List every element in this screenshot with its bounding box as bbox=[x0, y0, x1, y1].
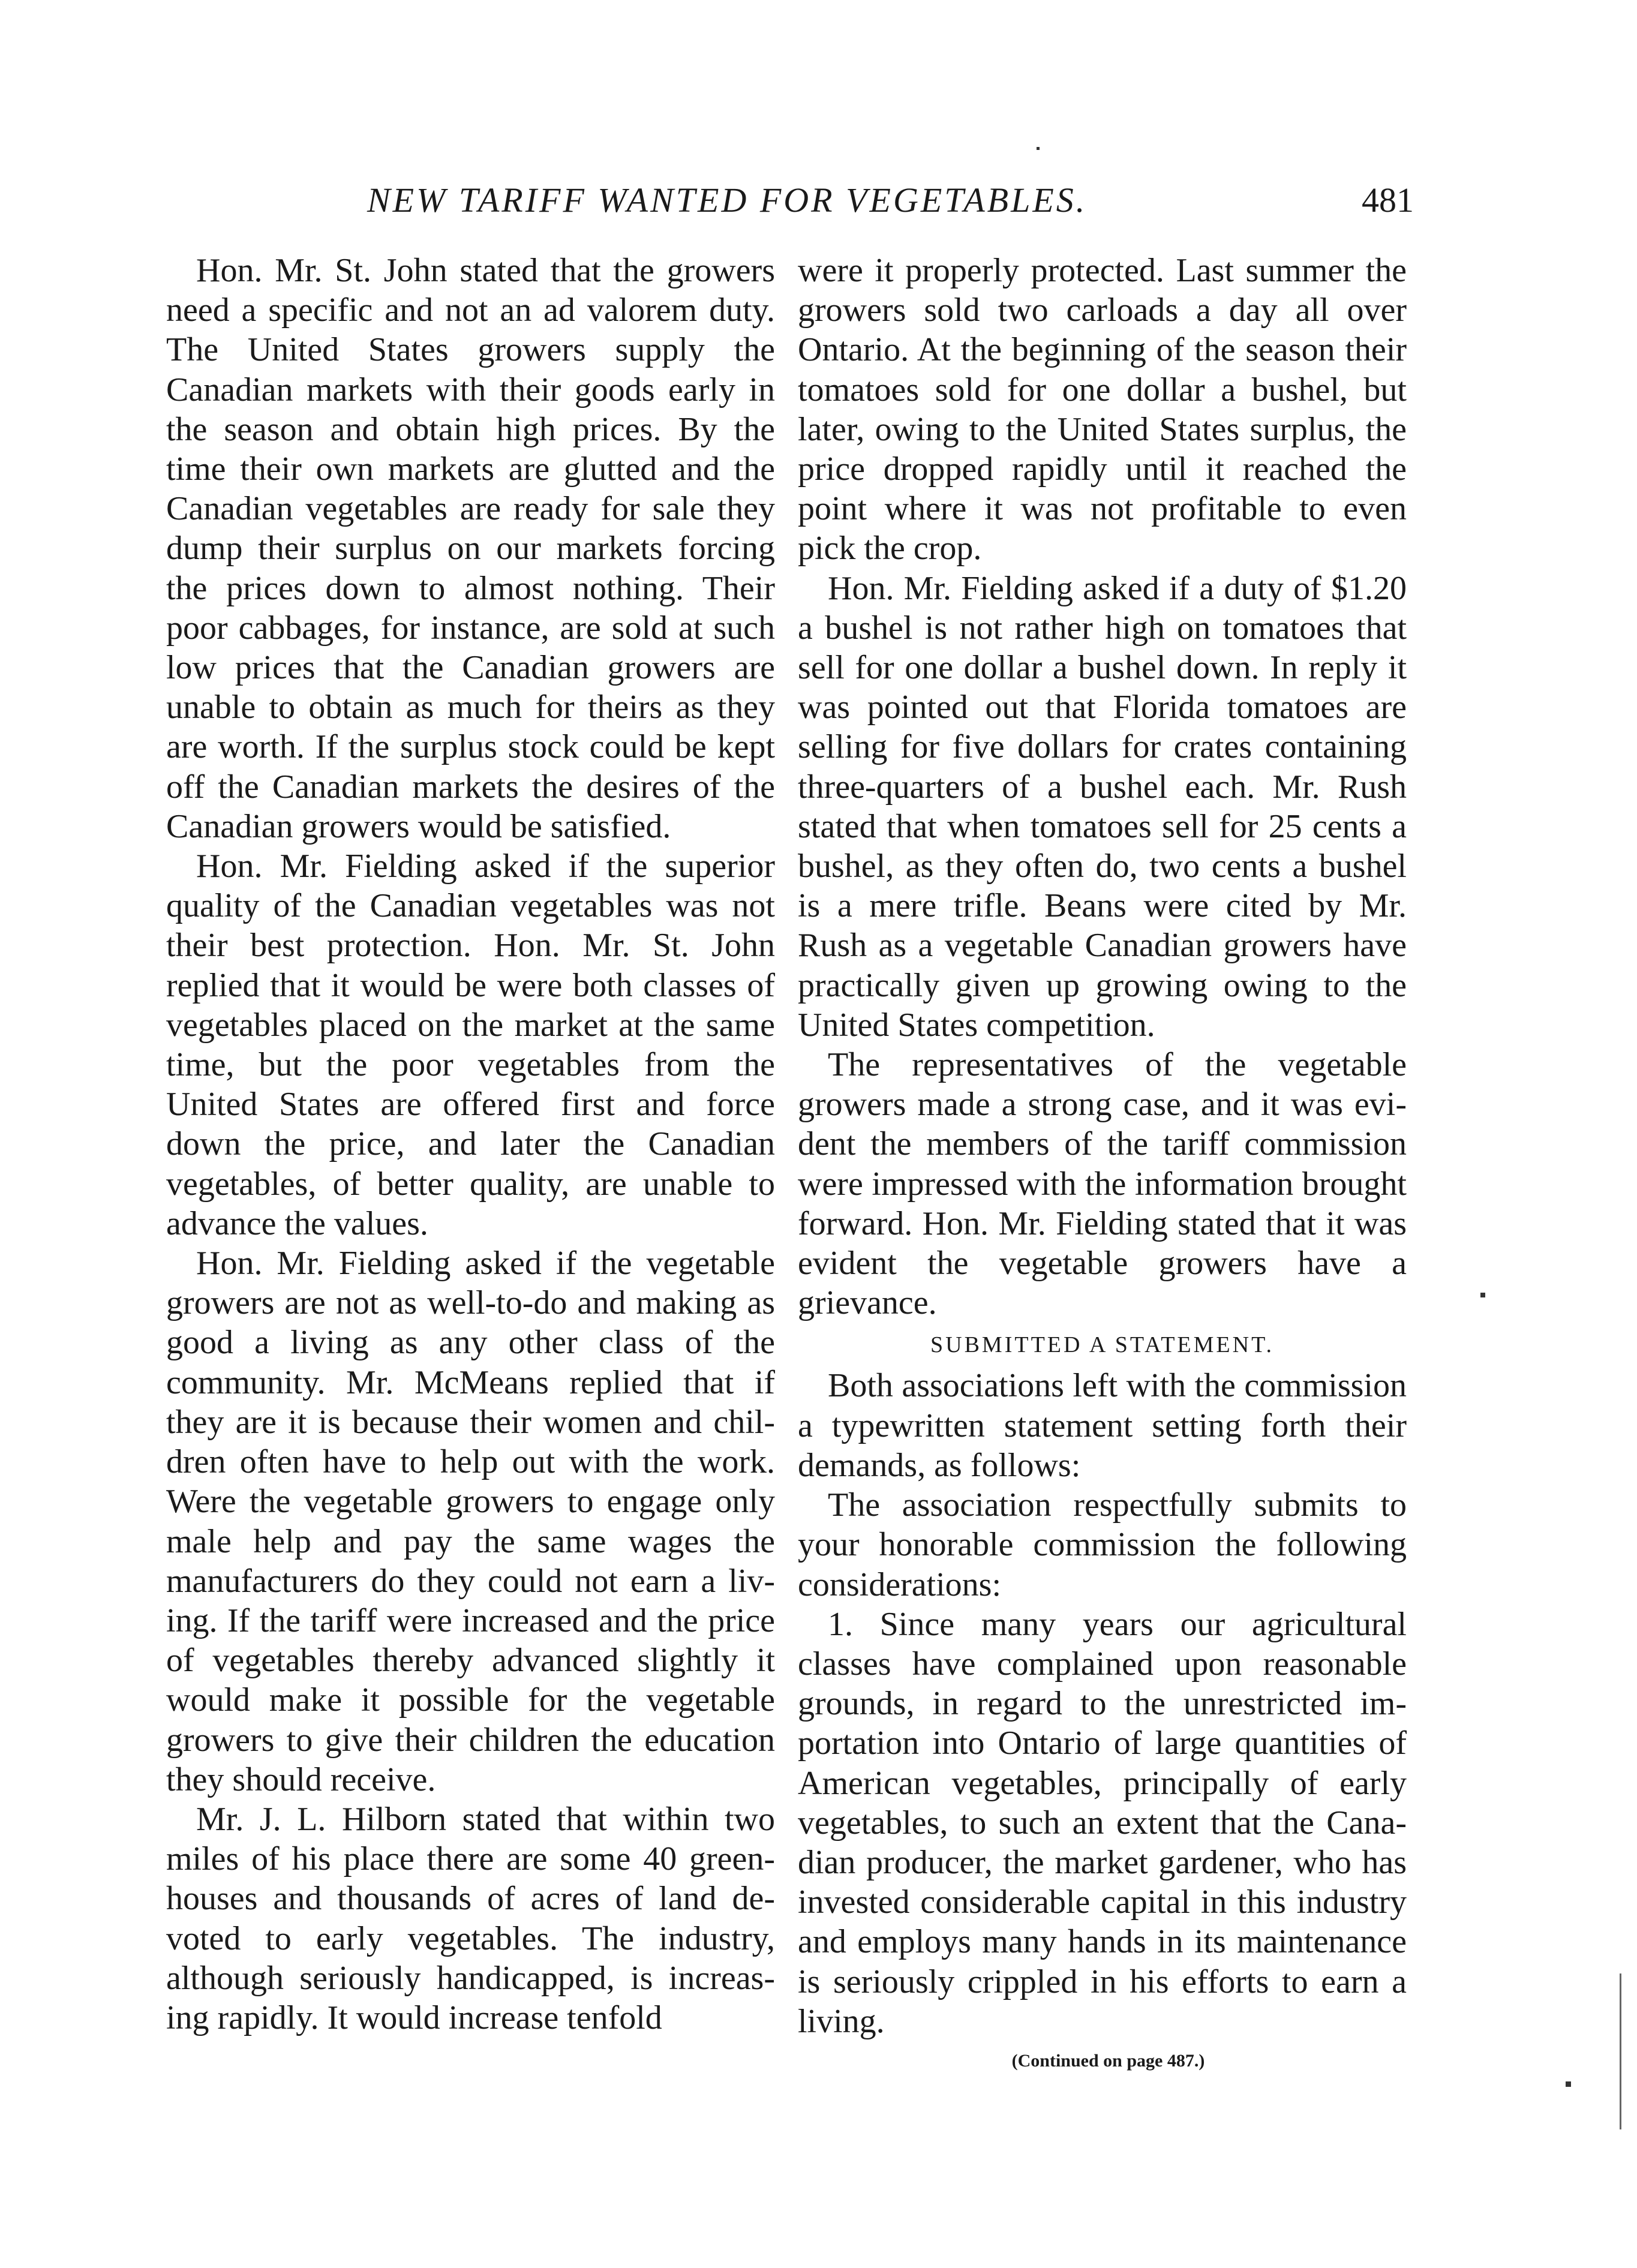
left-column bbox=[166, 251, 775, 2038]
print-speck bbox=[1037, 147, 1040, 150]
body-paragraph: Hon. Mr. Fielding asked if a duty of $1.20 a bushel is not rather high on tomatoes that sell for one dollar a bushel down. In reply it was pointed out that Florida tomatoes are selling for five dollars for crates containing three-quarters of a bushel each. Mr. Rush stated that when tomatoes sell for 25 cents a bushel, as they often do, two cents a bushel is a mere trifle. Beans were cited by Mr. Rush as a vegetable Canadian growers have practically given up growing owing to the United States competition. bbox=[798, 569, 1407, 1044]
print-speck bbox=[1620, 1973, 1621, 2129]
body-paragraph: The representatives of the vegetable growers made a strong case, and it was evident the members of the tariff commission were impressed with the information brought forward. Hon. Mr. Fielding stated that it was evident the vegetable growers have a grievance. bbox=[798, 1046, 1407, 1322]
right-column bbox=[798, 251, 1407, 2081]
body-paragraph: The association respectfully submits to your honorable commission the following considerations: bbox=[798, 1486, 1407, 1603]
print-speck bbox=[1566, 2081, 1571, 2087]
body-paragraph: Both associations left with the commission a typewritten statement setting forth their demands, as follows: bbox=[798, 1367, 1407, 1484]
body-paragraph: Hon. Mr. St. John stated that the growers need a specific and not an ad valorem duty. The United States growers supply the Canadian markets with their goods early in the season and obtain high prices. By the time their own markets are glutted and the Canadian vegetables are ready for sale they dump their surplus on our markets forcing the prices down to almost nothing. Their poor cabbages, for instance, are sold at such low prices that the Canadian growers are unable to obtain as much for theirs as they are worth. If the surplus stock could be kept off the Canadian markets the desires of the Canadian growers would be satisfied. bbox=[166, 252, 775, 845]
running-head bbox=[0, 180, 1637, 228]
body-paragraph: were it properly protected. Last summer the growers sold two carloads a day all over Ontario. At the beginning of the season their tomatoes sold for one dollar a bushel, but later, owing to the United States surplus, the price dropped rapidly until it reached the point where it was not profitable to even pick the crop. bbox=[798, 252, 1407, 567]
print-speck bbox=[1480, 1293, 1485, 1297]
page-number: 481 bbox=[1362, 181, 1414, 220]
body-paragraph: Hon. Mr. Fielding asked if the vegetable growers are not as well-to-do and making as good a living as any other class of the community. Mr. McMeans replied that if they are it is because their women and children often have to help out with the work. Were the vegetable growers to engage only male help and pay the same wages the manufacturers do they could not earn a living. If the tariff were increased and the price of vegetables thereby advanced slightly it would make it possible for the vegetable growers to give their children the education they should receive. bbox=[166, 1245, 775, 1798]
body-paragraph: Hon. Mr. Fielding asked if the superior quality of the Canadian vegetables was not their best protection. Hon. Mr. St. John replied that it would be were both classes of vegetables placed on the market at the same time, but the poor vegetables from the United States are offered first and force down the price, and later the Canadian vegetables, of better quality, are unable to advance the values. bbox=[166, 848, 775, 1242]
body-paragraph: Mr. J. L. Hilborn stated that within two miles of his place there are some 40 greenhouses and thousands of acres of land devoted to early vegetables. The industry, although seriously handicapped, is increasing rapidly. It would increase tenfold bbox=[166, 1800, 775, 2036]
section-subheading: SUBMITTED A STATEMENT. bbox=[930, 1332, 1274, 1358]
running-title: NEW TARIFF WANTED FOR VEGETABLES. bbox=[367, 181, 1088, 220]
body-paragraph: 1. Since many years our agricultural classes have complained upon reasonable grounds, in regard to the unrestricted importation into Ontario of large quantities of American vegetables, principally of early vegetables, to such an extent that the Canadian producer, the market gardener, who has invested considerable capital in this industry and employs many hands in its maintenance is seriously crippled in his efforts to earn a living. bbox=[798, 1605, 1407, 2040]
continued-note: (Continued on page 487.) bbox=[1011, 2050, 1205, 2071]
